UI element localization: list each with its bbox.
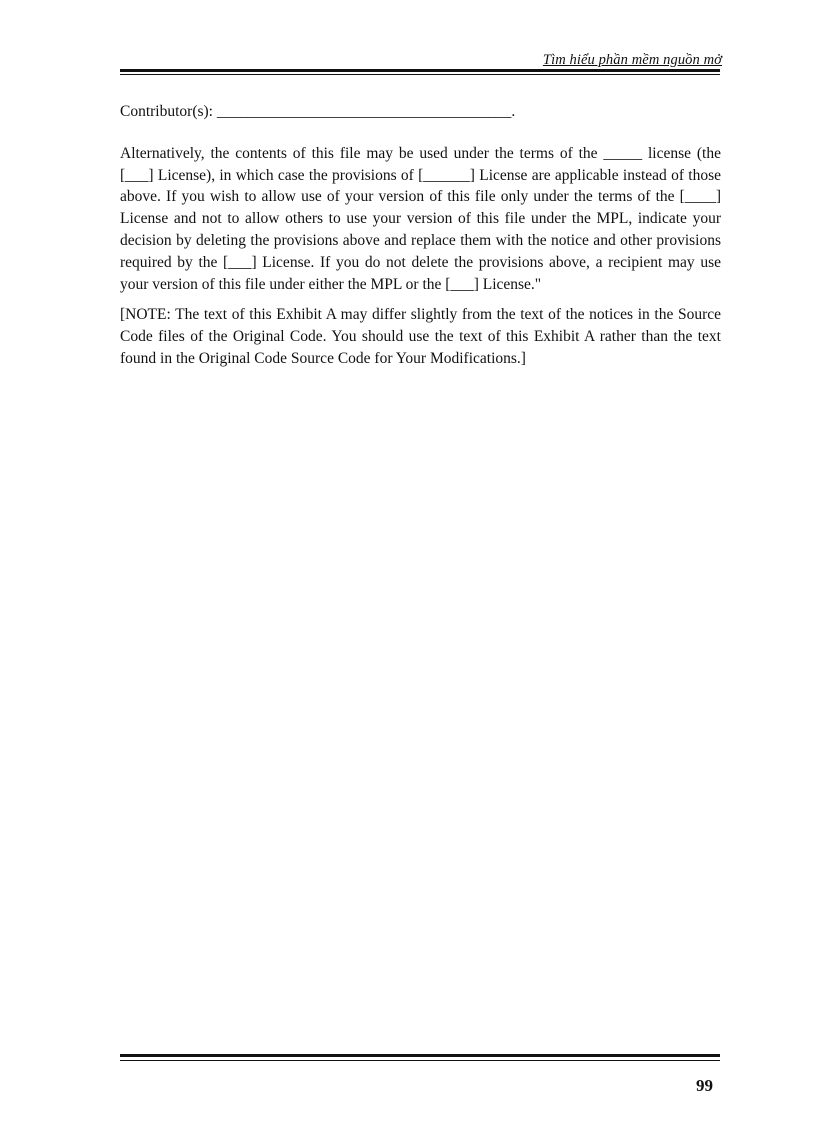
footer-rule-thick xyxy=(120,1054,720,1057)
header-rule-thin xyxy=(120,74,720,75)
header-rule-thick xyxy=(120,69,720,72)
header-title: Tìm hiểu phần mềm nguồn mở xyxy=(542,52,722,68)
note-paragraph: [NOTE: The text of this Exhibit A may differ slightly from the text of the notices in the Source Code files of the Original Code. You should use the text of this Exhibit A rather than the text found in the Original Code Source Code for Your Modifications.] xyxy=(120,306,721,367)
page-number: 99 xyxy=(696,1076,713,1095)
footer-rule-thin xyxy=(120,1060,720,1061)
alternative-license-paragraph: Alternatively, the contents of this file may be used under the terms of the _____ license (the [___] License), in which case the provisions of [______] License are applicable instead of those above. If you wish to allow use of your version of this file only under the terms of the [____] License and not to allow others to use your version of this file under the MPL, indicate your decision by deleting the provisions above and replace them with the notice and other provisions required by the [___] License. If you do not delete the provisions above, a recipient may use your version of this file under either the MPL or the [___] License." xyxy=(120,144,721,293)
contributor-line: Contributor(s): ______________________________________. xyxy=(120,103,516,120)
page-body xyxy=(120,101,721,370)
